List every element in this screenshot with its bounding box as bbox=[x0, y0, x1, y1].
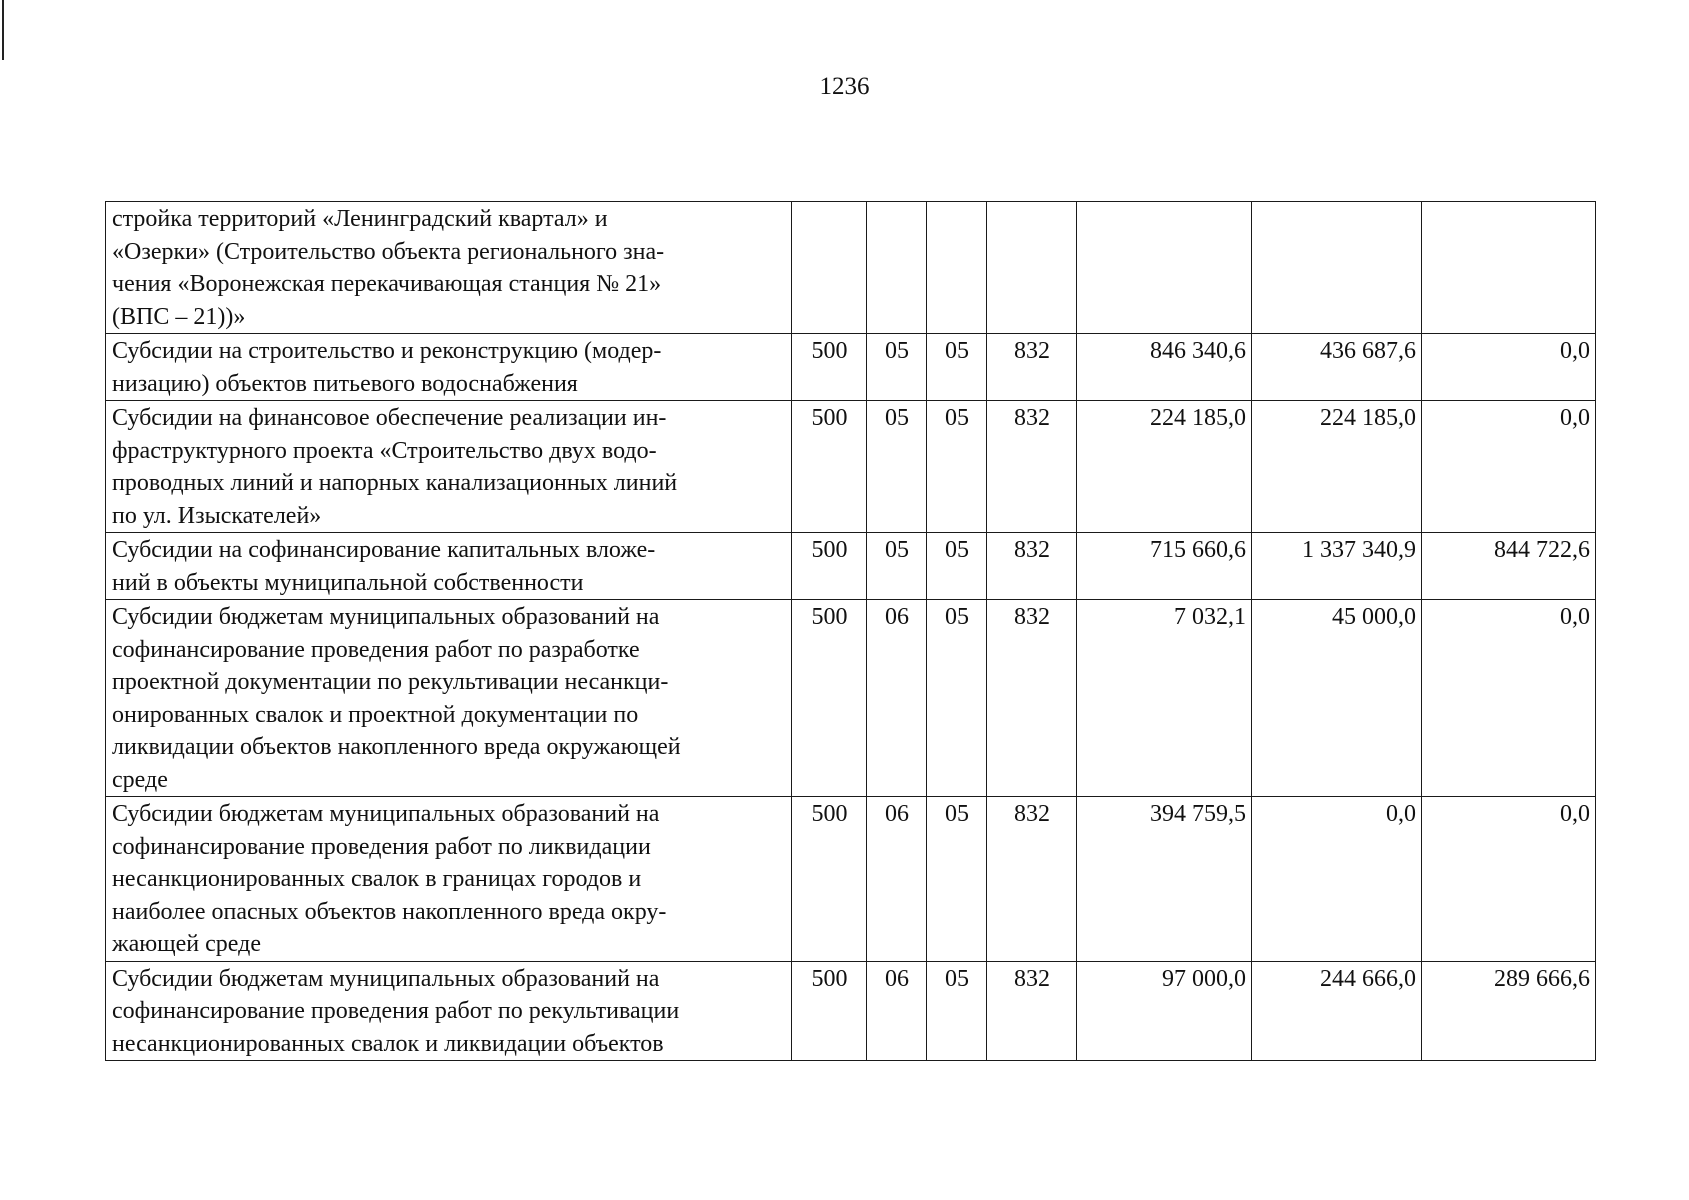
code-expense-type: 832 bbox=[987, 961, 1077, 1061]
amount-year-2: 224 185,0 bbox=[1252, 401, 1422, 533]
amount-year-3: 0,0 bbox=[1422, 334, 1596, 401]
amount-year-3: 844 722,6 bbox=[1422, 533, 1596, 600]
row-description bbox=[106, 600, 792, 797]
description-line: низацию) объектов питьевого водоснабжения bbox=[112, 370, 578, 397]
code-subsection: 05 bbox=[927, 797, 987, 962]
table-row bbox=[106, 600, 1596, 797]
code-section: 05 bbox=[867, 334, 927, 401]
code-department: 500 bbox=[792, 533, 867, 600]
amount-year-1: 715 660,6 bbox=[1077, 533, 1252, 600]
code-expense-type: 832 bbox=[987, 401, 1077, 533]
code-subsection: 05 bbox=[927, 600, 987, 797]
code-expense-type: 832 bbox=[987, 533, 1077, 600]
code-expense-type bbox=[987, 202, 1077, 334]
code-section: 06 bbox=[867, 600, 927, 797]
code-subsection bbox=[927, 202, 987, 334]
amount-year-3: 289 666,6 bbox=[1422, 961, 1596, 1061]
row-description bbox=[106, 797, 792, 962]
description-line: Субсидии бюджетам муниципальных образований на bbox=[112, 604, 660, 630]
amount-year-2: 244 666,0 bbox=[1252, 961, 1422, 1061]
description-line: стройка территорий «Ленинградский квартал» и bbox=[112, 206, 608, 232]
amount-year-2: 0,0 bbox=[1252, 797, 1422, 962]
code-subsection: 05 bbox=[927, 334, 987, 401]
amount-year-3 bbox=[1422, 202, 1596, 334]
description-line: по ул. Изыскателей» bbox=[112, 502, 322, 529]
table-row bbox=[106, 533, 1596, 600]
description-line: онированных свалок и проектной документации по bbox=[112, 701, 639, 728]
code-expense-type: 832 bbox=[987, 334, 1077, 401]
description-line: Субсидии бюджетам муниципальных образований на bbox=[112, 965, 660, 992]
description-line: ний в объекты муниципальной собственности bbox=[112, 569, 584, 596]
table-row bbox=[106, 797, 1596, 962]
row-description bbox=[106, 202, 792, 334]
code-department: 500 bbox=[792, 600, 867, 797]
budget-table bbox=[105, 201, 1596, 1061]
description-line: софинансирование проведения работ по разработке bbox=[112, 636, 640, 663]
code-department: 500 bbox=[792, 401, 867, 533]
amount-year-1: 224 185,0 bbox=[1077, 401, 1252, 533]
description-line: (ВПС – 21))» bbox=[112, 303, 246, 330]
amount-year-1: 97 000,0 bbox=[1077, 961, 1252, 1061]
table-row bbox=[106, 202, 1596, 334]
amount-year-3: 0,0 bbox=[1422, 600, 1596, 797]
amount-year-1: 7 032,1 bbox=[1077, 600, 1252, 797]
description-line: среде bbox=[112, 766, 168, 793]
description-line: жающей среде bbox=[112, 931, 261, 957]
code-subsection: 05 bbox=[927, 961, 987, 1061]
budget-table-body bbox=[106, 202, 1596, 1061]
table-row bbox=[106, 961, 1596, 1061]
description-line: проектной документации по рекультивации несанкци- bbox=[112, 669, 669, 695]
code-section: 06 bbox=[867, 797, 927, 962]
description-line: наиболее опасных объектов накопленного вреда окру- bbox=[112, 898, 667, 925]
description-line: «Озерки» (Строительство объекта регионального зна- bbox=[112, 238, 665, 265]
code-department: 500 bbox=[792, 797, 867, 962]
description-line: фраструктурного проекта «Строительство двух водо- bbox=[112, 437, 657, 464]
code-section: 05 bbox=[867, 533, 927, 600]
description-line: Субсидии на строительство и реконструкцию (модер- bbox=[112, 338, 662, 364]
amount-year-2: 436 687,6 bbox=[1252, 334, 1422, 401]
code-department: 500 bbox=[792, 334, 867, 401]
description-line: Субсидии бюджетам муниципальных образований на bbox=[112, 801, 660, 827]
code-section: 06 bbox=[867, 961, 927, 1061]
description-line: несанкционированных свалок в границах городов и bbox=[112, 866, 642, 892]
table-row bbox=[106, 334, 1596, 401]
description-line: ликвидации объектов накопленного вреда окружающей bbox=[112, 734, 681, 760]
code-department: 500 bbox=[792, 961, 867, 1061]
page-number: 1236 bbox=[819, 73, 870, 100]
row-description bbox=[106, 334, 792, 401]
code-department bbox=[792, 202, 867, 334]
description-line: софинансирование проведения работ по ликвидации bbox=[112, 833, 651, 860]
row-description bbox=[106, 401, 792, 533]
amount-year-2 bbox=[1252, 202, 1422, 334]
code-section: 05 bbox=[867, 401, 927, 533]
row-description bbox=[106, 961, 792, 1061]
code-subsection: 05 bbox=[927, 401, 987, 533]
amount-year-3: 0,0 bbox=[1422, 797, 1596, 962]
table-row bbox=[106, 401, 1596, 533]
scan-edge-mark bbox=[2, 0, 4, 60]
code-expense-type: 832 bbox=[987, 797, 1077, 962]
code-section bbox=[867, 202, 927, 334]
description-line: проводных линий и напорных канализационных линий bbox=[112, 470, 678, 496]
amount-year-2: 1 337 340,9 bbox=[1252, 533, 1422, 600]
amount-year-1: 846 340,6 bbox=[1077, 334, 1252, 401]
code-subsection: 05 bbox=[927, 533, 987, 600]
description-line: несанкционированных свалок и ликвидации объектов bbox=[112, 1030, 664, 1057]
description-line: софинансирование проведения работ по рекультивации bbox=[112, 998, 680, 1024]
description-line: Субсидии на софинансирование капитальных вложе- bbox=[112, 537, 656, 563]
code-expense-type: 832 bbox=[987, 600, 1077, 797]
description-line: Субсидии на финансовое обеспечение реализации ин- bbox=[112, 405, 667, 431]
amount-year-1: 394 759,5 bbox=[1077, 797, 1252, 962]
row-description bbox=[106, 533, 792, 600]
amount-year-3: 0,0 bbox=[1422, 401, 1596, 533]
description-line: чения «Воронежская перекачивающая станция № 21» bbox=[112, 271, 662, 297]
amount-year-2: 45 000,0 bbox=[1252, 600, 1422, 797]
amount-year-1 bbox=[1077, 202, 1252, 334]
